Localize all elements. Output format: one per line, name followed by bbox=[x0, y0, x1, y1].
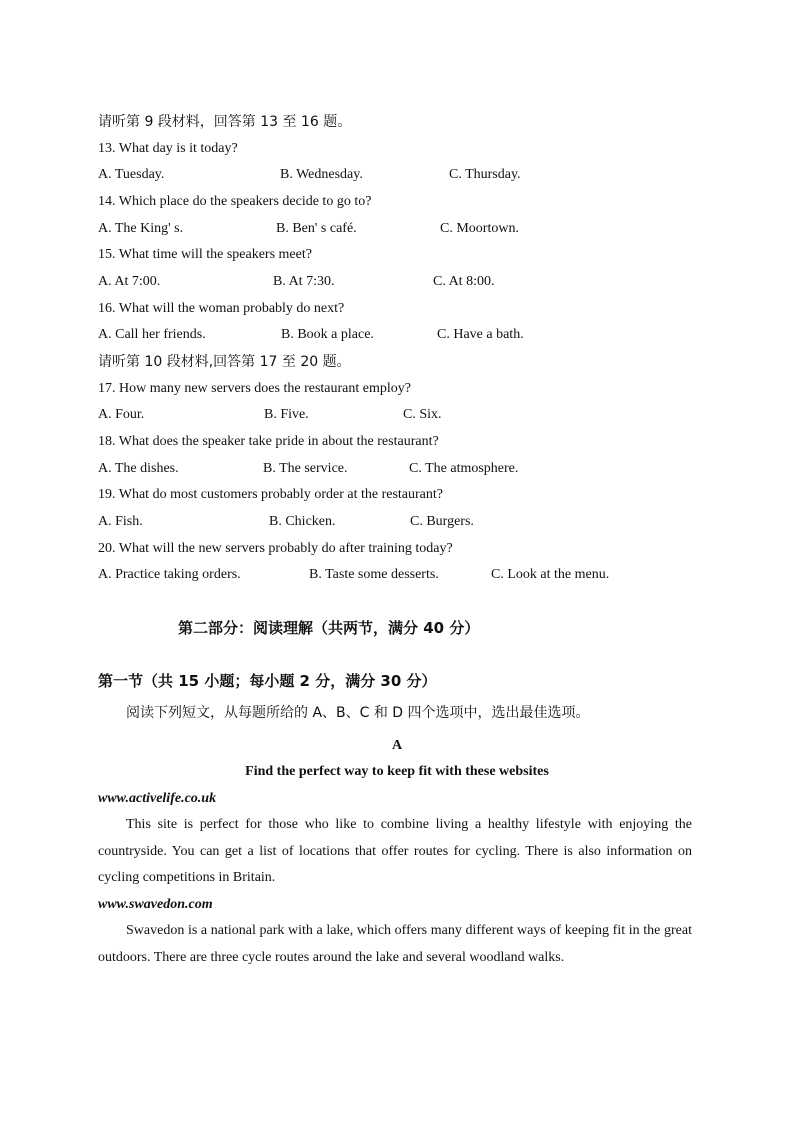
reading-instruction: 阅读下列短文，从每题所给的 A、B、C 和 D 四个选项中，选出最佳选项。 bbox=[126, 705, 590, 721]
site-activelife-description: This site is perfect for those who like to combine living a healthy lifestyle with enjoying the countryside. You can get a list of locations that offer routes for cycling. There is also information on cycling competitions in Britain. bbox=[98, 817, 692, 885]
question-16: 16. What will the woman probably do next? bbox=[98, 301, 345, 316]
section9-header: 请听第 9 段材料，回答第 13 至 16 题。 bbox=[98, 114, 352, 130]
q13-option-a: A. Tuesday. bbox=[98, 167, 165, 182]
q16-option-b: B. Book a place. bbox=[281, 327, 374, 342]
question-19: 19. What do most customers probably order at the restaurant? bbox=[98, 487, 443, 502]
question-18: 18. What does the speaker take pride in about the restaurant? bbox=[98, 434, 439, 449]
q19-option-a: A. Fish. bbox=[98, 514, 143, 529]
q17-option-b: B. Five. bbox=[264, 407, 309, 422]
question-13: 13. What day is it today? bbox=[98, 141, 238, 156]
q18-option-a: A. The dishes. bbox=[98, 461, 179, 476]
q14-option-a: A. The King' s. bbox=[98, 221, 184, 236]
q13-option-b: B. Wednesday. bbox=[280, 167, 363, 182]
q13-option-c: C. Thursday. bbox=[449, 167, 521, 182]
q17-option-a: A. Four. bbox=[98, 407, 145, 422]
q20-option-a: A. Practice taking orders. bbox=[98, 567, 241, 582]
q15-option-b: B. At 7:30. bbox=[273, 274, 335, 289]
site-activelife-heading: www.activelife.co.uk bbox=[98, 791, 217, 806]
site-swavedon-heading: www.swavedon.com bbox=[98, 897, 213, 912]
q19-option-c: C. Burgers. bbox=[410, 514, 474, 529]
q16-option-c: C. Have a bath. bbox=[437, 327, 524, 342]
question-20: 20. What will the new servers probably do after training today? bbox=[98, 541, 453, 556]
site-swavedon-description: Swavedon is a national park with a lake, which offers many different ways of keeping fit in the great outdoors. There are three cycle routes around the lake and several woodland walks. bbox=[98, 923, 692, 965]
question-15: 15. What time will the speakers meet? bbox=[98, 247, 312, 262]
q14-option-c: C. Moortown. bbox=[440, 221, 519, 236]
question-17: 17. How many new servers does the restaurant employ? bbox=[98, 381, 411, 396]
q15-option-a: A. At 7:00. bbox=[98, 274, 161, 289]
section-one-title: 第一节（共 15 小题；每小题 2 分，满分 30 分） bbox=[98, 672, 437, 690]
q20-option-b: B. Taste some desserts. bbox=[309, 567, 439, 582]
q20-option-c: C. Look at the menu. bbox=[491, 567, 610, 582]
q18-option-b: B. The service. bbox=[263, 461, 348, 476]
q17-option-c: C. Six. bbox=[403, 407, 442, 422]
q18-option-c: C. The atmosphere. bbox=[409, 461, 519, 476]
q19-option-b: B. Chicken. bbox=[269, 514, 336, 529]
passage-title: Find the perfect way to keep fit with these websites bbox=[245, 764, 549, 779]
question-14: 14. Which place do the speakers decide to go to? bbox=[98, 194, 372, 209]
section10-header: 请听第 10 段材料,回答第 17 至 20 题。 bbox=[98, 354, 351, 370]
q15-option-c: C. At 8:00. bbox=[433, 274, 495, 289]
q14-option-b: B. Ben' s café. bbox=[276, 221, 357, 236]
part-two-title: 第二部分：阅读理解（共两节，满分 40 分） bbox=[178, 619, 480, 637]
q16-option-a: A. Call her friends. bbox=[98, 327, 206, 342]
passage-label: A bbox=[391, 738, 403, 753]
